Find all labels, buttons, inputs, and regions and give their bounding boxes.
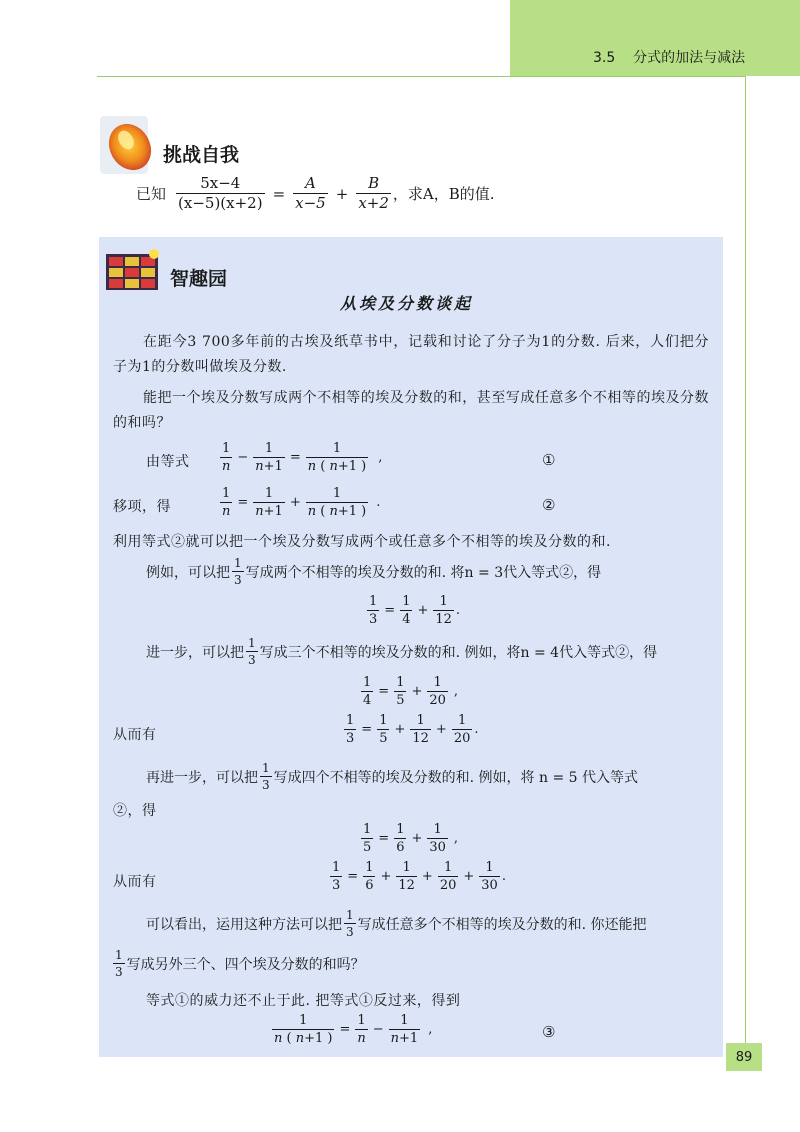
eq3-number: ③ — [542, 1023, 556, 1041]
challenge-title: 挑战自我 — [163, 144, 240, 166]
section-number: 3.5 — [593, 50, 616, 66]
paragraph-4: 例如，可以把 $\frac{1}{3}$ 写成两个不相等的埃及分数的和. 将n = 3代入等式②，得 — [146, 556, 602, 587]
running-header — [593, 47, 745, 67]
side-rule — [745, 76, 746, 1046]
page-number: 89 — [726, 1043, 762, 1071]
fraction-b: $\frac{B}{x+2}$ — [358, 174, 389, 212]
paragraph-6-cont: ②，得 — [113, 803, 157, 819]
equation-one-third-two: $\frac{1}{3}$ = $\frac{1}{4}$ + $\frac{1}{12}$ . — [369, 594, 461, 627]
equation-1: $\frac{1}{n}$ − $\frac{1}{n+1}$ = $\frac{1}{n ( n+1 )}$ , — [222, 441, 383, 474]
eq1-label: 由等式 — [146, 454, 190, 470]
eq1-number: ① — [542, 451, 556, 469]
paragraph-8: 等式①的威力还不止于此. 把等式①反过来，得到 — [146, 993, 461, 1009]
article-title: 从埃及分数谈起 — [340, 294, 474, 313]
challenge-prefix: 已知 — [136, 185, 167, 203]
paragraph-7: 可以看出，运用这种方法可以把 $\frac{1}{3}$ 写成任意多个不相等的埃及分数的和. 你还能把 — [146, 908, 647, 939]
equation-one-third-three: $\frac{1}{3}$ = $\frac{1}{5}$ + $\frac{1}{12}$ + $\frac{1}{20}$ . — [346, 713, 479, 746]
challenge-problem: 已知 $\frac{5x-4}{(x-5)(x+2)}$ = $\frac{A}{x-5}$ + $\frac{B}{x+2}$ ，求A，B的值. — [136, 174, 495, 212]
challenge-icon — [100, 116, 160, 178]
paragraph-6: 再进一步，可以把 $\frac{1}{3}$ 写成四个不相等的埃及分数的和. 例如，将 n = 5 代入等式 — [146, 761, 638, 792]
eq2-label: 移项，得 — [113, 499, 171, 515]
paragraph-3: 利用等式②就可以把一个埃及分数写成两个或任意多个不相等的埃及分数的和. — [113, 534, 611, 550]
challenge-suffix: ，求A，B的值. — [392, 185, 495, 203]
paragraph-2: 能把一个埃及分数写成两个不相等的埃及分数的和，甚至写成任意多个不相等的埃及分数的和吗？ — [113, 390, 709, 431]
paragraph-1: 在距今3 700多年前的古埃及纸草书中，记载和讨论了分子为1的分数. 后来，人们把分子为1的分数叫做埃及分数. — [113, 334, 709, 375]
equation-2: $\frac{1}{n}$ = $\frac{1}{n+1}$ + $\frac{1}{n ( n+1 )}$ . — [222, 486, 381, 519]
fun-garden-title: 智趣园 — [170, 268, 228, 290]
therefore-label-1: 从而有 — [113, 727, 157, 743]
paragraph-5: 进一步，可以把 $\frac{1}{3}$ 写成三个不相等的埃及分数的和. 例如，将n = 4代入等式②，得 — [146, 636, 658, 667]
eq2-number: ② — [542, 496, 556, 514]
equation-one-third-four: $\frac{1}{3}$ = $\frac{1}{6}$ + $\frac{1}{12}$ + $\frac{1}{20}$ + $\frac{1}{30}$ . — [332, 860, 506, 893]
paragraph-7-cont: $\frac{1}{3}$ 写成另外三个、四个埃及分数的和吗？ — [115, 948, 365, 979]
therefore-label-2: 从而有 — [113, 874, 157, 890]
puzzle-blocks-icon — [104, 248, 164, 296]
equation-one-fifth: $\frac{1}{5}$ = $\frac{1}{6}$ + $\frac{1}{30}$ , — [363, 822, 459, 855]
fraction-a: $\frac{A}{x-5}$ — [295, 174, 326, 212]
equation-one-fourth: $\frac{1}{4}$ = $\frac{1}{5}$ + $\frac{1}{20}$ , — [363, 675, 459, 708]
header-rule — [97, 76, 745, 77]
equation-3: $\frac{1}{n ( n+1 )}$ = $\frac{1}{n}$ − $\frac{1}{n+1}$ , — [274, 1013, 433, 1046]
section-title: 分式的加法与减法 — [633, 50, 746, 66]
lhs-fraction: $\frac{5x-4}{(x-5)(x+2)}$ — [178, 174, 263, 212]
